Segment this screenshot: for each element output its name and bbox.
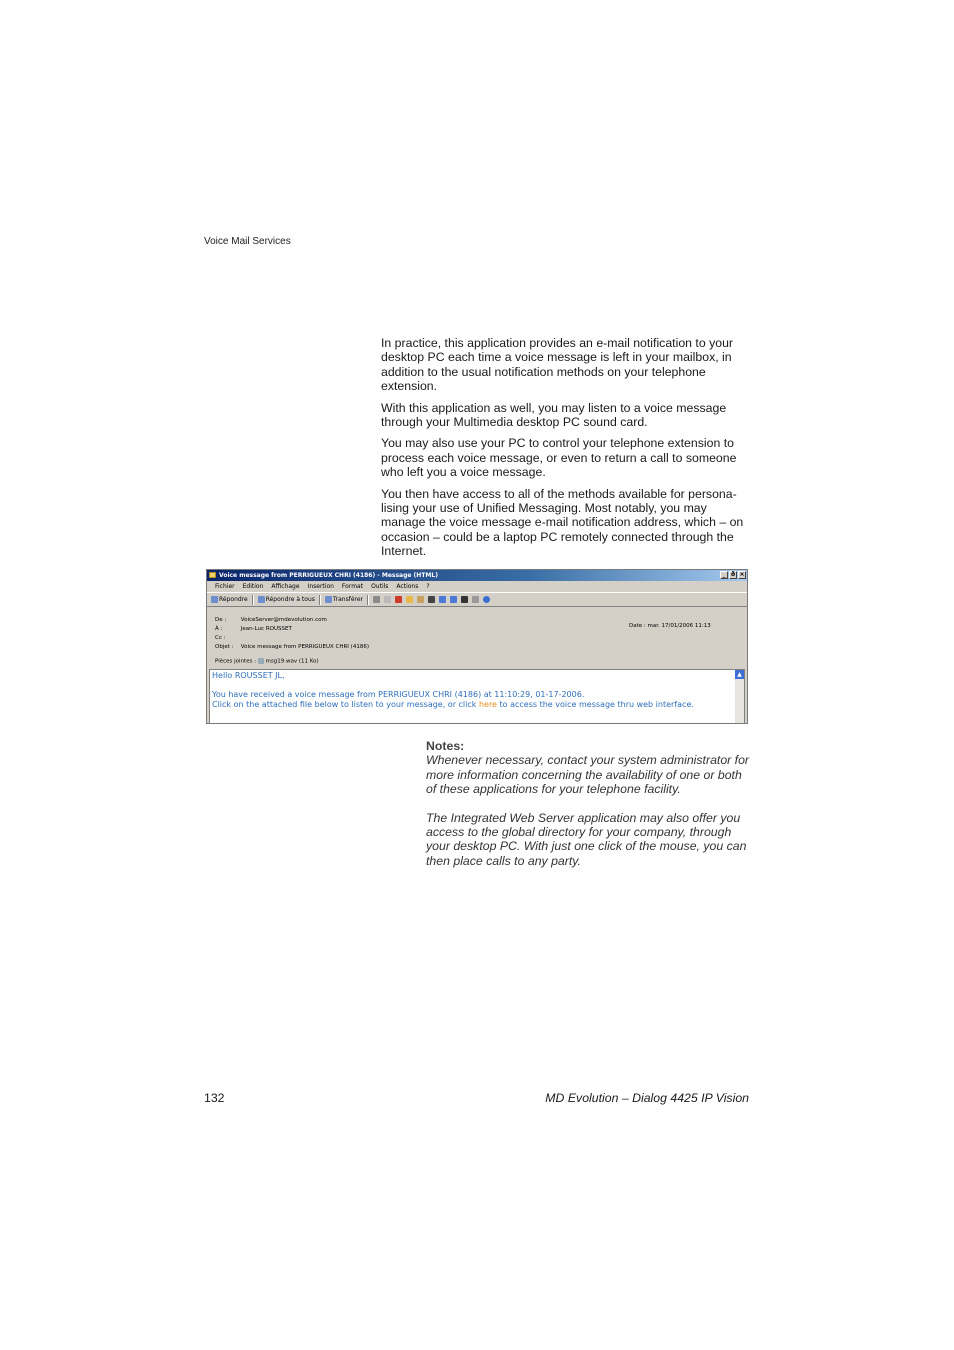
options-icon[interactable] [472, 596, 479, 603]
subject-label: Objet : [215, 644, 234, 650]
envelope-icon [209, 572, 216, 578]
from-value[interactable]: VoiceServer@mdevolution.com [240, 617, 327, 623]
forward-icon [325, 596, 332, 603]
subject-value: Voice message from PERRIGUEUX CHRI (4186) [240, 644, 369, 650]
maximize-button[interactable]: ð [730, 571, 736, 578]
forward-button[interactable]: Transférer [325, 596, 363, 603]
reply-button[interactable]: Répondre [211, 596, 248, 603]
date-label: Date : [629, 623, 646, 629]
menu-format[interactable]: Format [341, 583, 364, 590]
paragraph: You then have access to all of the methods available for persona-lising your use of Unified Messaging. Most notably, you may manage the voice message e-mail notification address, which – on occasion – could be a laptop PC remotely connected through the Internet. [381, 486, 744, 559]
from-label: De : [215, 617, 227, 623]
web-link[interactable]: here [478, 699, 497, 709]
next-icon[interactable] [450, 596, 457, 603]
message-line: You have received a voice message from PERRIGUEUX CHRI (4186) at 11:10:29, 01-17-2006. [212, 690, 585, 700]
note-item: The Integrated Web Server application may also offer you access to the global directory for your company, through your desktop PC. With just one click of the mouse, you can then place calls to any party. [426, 810, 747, 868]
scroll-up-arrow-icon[interactable]: ▲ [735, 670, 744, 679]
date-value: mar. 17/01/2006 11:13 [647, 623, 711, 629]
message-body[interactable] [209, 669, 745, 724]
menu-affichage[interactable]: Affichage [271, 583, 300, 590]
document-title: MD Evolution – Dialog 4425 IP Vision [545, 1091, 749, 1105]
menu-help[interactable]: ? [426, 583, 430, 590]
reply-icon [211, 596, 218, 603]
close-button[interactable]: × [739, 571, 745, 578]
date-field [629, 623, 711, 629]
menu-outils[interactable]: Outils [371, 583, 389, 590]
toolbar-separator [252, 595, 254, 605]
help-icon[interactable] [483, 596, 490, 603]
window-title: Voice message from PERRIGUEUX CHRI (4186) - Message (HTML) [219, 572, 438, 579]
folder-icon[interactable] [406, 596, 413, 603]
greeting: Hello ROUSSET JL, [212, 671, 285, 680]
paragraph: You may also use your PC to control your telephone extension to process each voice message, or even to return a call to someone who left you a voice message. [381, 436, 737, 480]
to-value[interactable]: Jean-Luc ROUSSET [240, 626, 292, 632]
menu-fichier[interactable]: Fichier [215, 583, 235, 590]
toolbar-separator [319, 595, 321, 605]
window-titlebar [207, 570, 747, 581]
minimize-button[interactable]: _ [720, 571, 728, 579]
copy-icon[interactable] [384, 596, 391, 603]
page-number: 132 [204, 1091, 225, 1105]
notes-title: Notes: [426, 739, 465, 753]
font-size-icon[interactable] [461, 596, 468, 603]
paragraph: In practice, this application provides an e-mail notification to your desktop PC each time a voice message is left in your mailbox, in addition to the usual notification methods on your telephone extension. [381, 336, 734, 394]
menu-bar [207, 581, 747, 592]
delete-icon[interactable] [428, 596, 435, 603]
attachment-file[interactable]: msg19.wav (11 Ko) [265, 658, 319, 665]
flag-icon[interactable] [395, 596, 402, 603]
menu-edition[interactable]: Edition [242, 583, 264, 590]
running-header: Voice Mail Services [204, 236, 291, 247]
attachments-label: Pièces jointes : [215, 658, 257, 665]
notes-box [426, 739, 751, 868]
cc-label: Cc : [215, 635, 226, 641]
reply-all-button[interactable]: Répondre à tous [258, 596, 315, 603]
note-item: Whenever necessary, contact your system administrator for more information concerning the availability of one or both of these applications for your telephone facility. [426, 753, 750, 797]
print-icon[interactable] [373, 596, 380, 603]
toolbar-separator [367, 595, 369, 605]
scrollbar[interactable] [735, 670, 744, 724]
paragraph: With this application as well, you may listen to a voice message through your Multimedia desktop PC sound card. [381, 400, 727, 430]
to-label: À : [215, 626, 223, 632]
body-text [381, 336, 751, 566]
move-icon[interactable] [417, 596, 424, 603]
menu-insertion[interactable]: Insertion [307, 583, 334, 590]
email-window-screenshot [206, 569, 748, 724]
previous-icon[interactable] [439, 596, 446, 603]
toolbar [207, 592, 747, 607]
message-header [207, 607, 747, 669]
reply-all-icon [258, 596, 265, 603]
audio-file-icon [258, 658, 264, 664]
menu-actions[interactable]: Actions [396, 583, 419, 590]
message-line: Click on the attached file below to listen to your message, or click here to access the voice message thru web interface. [212, 699, 694, 709]
